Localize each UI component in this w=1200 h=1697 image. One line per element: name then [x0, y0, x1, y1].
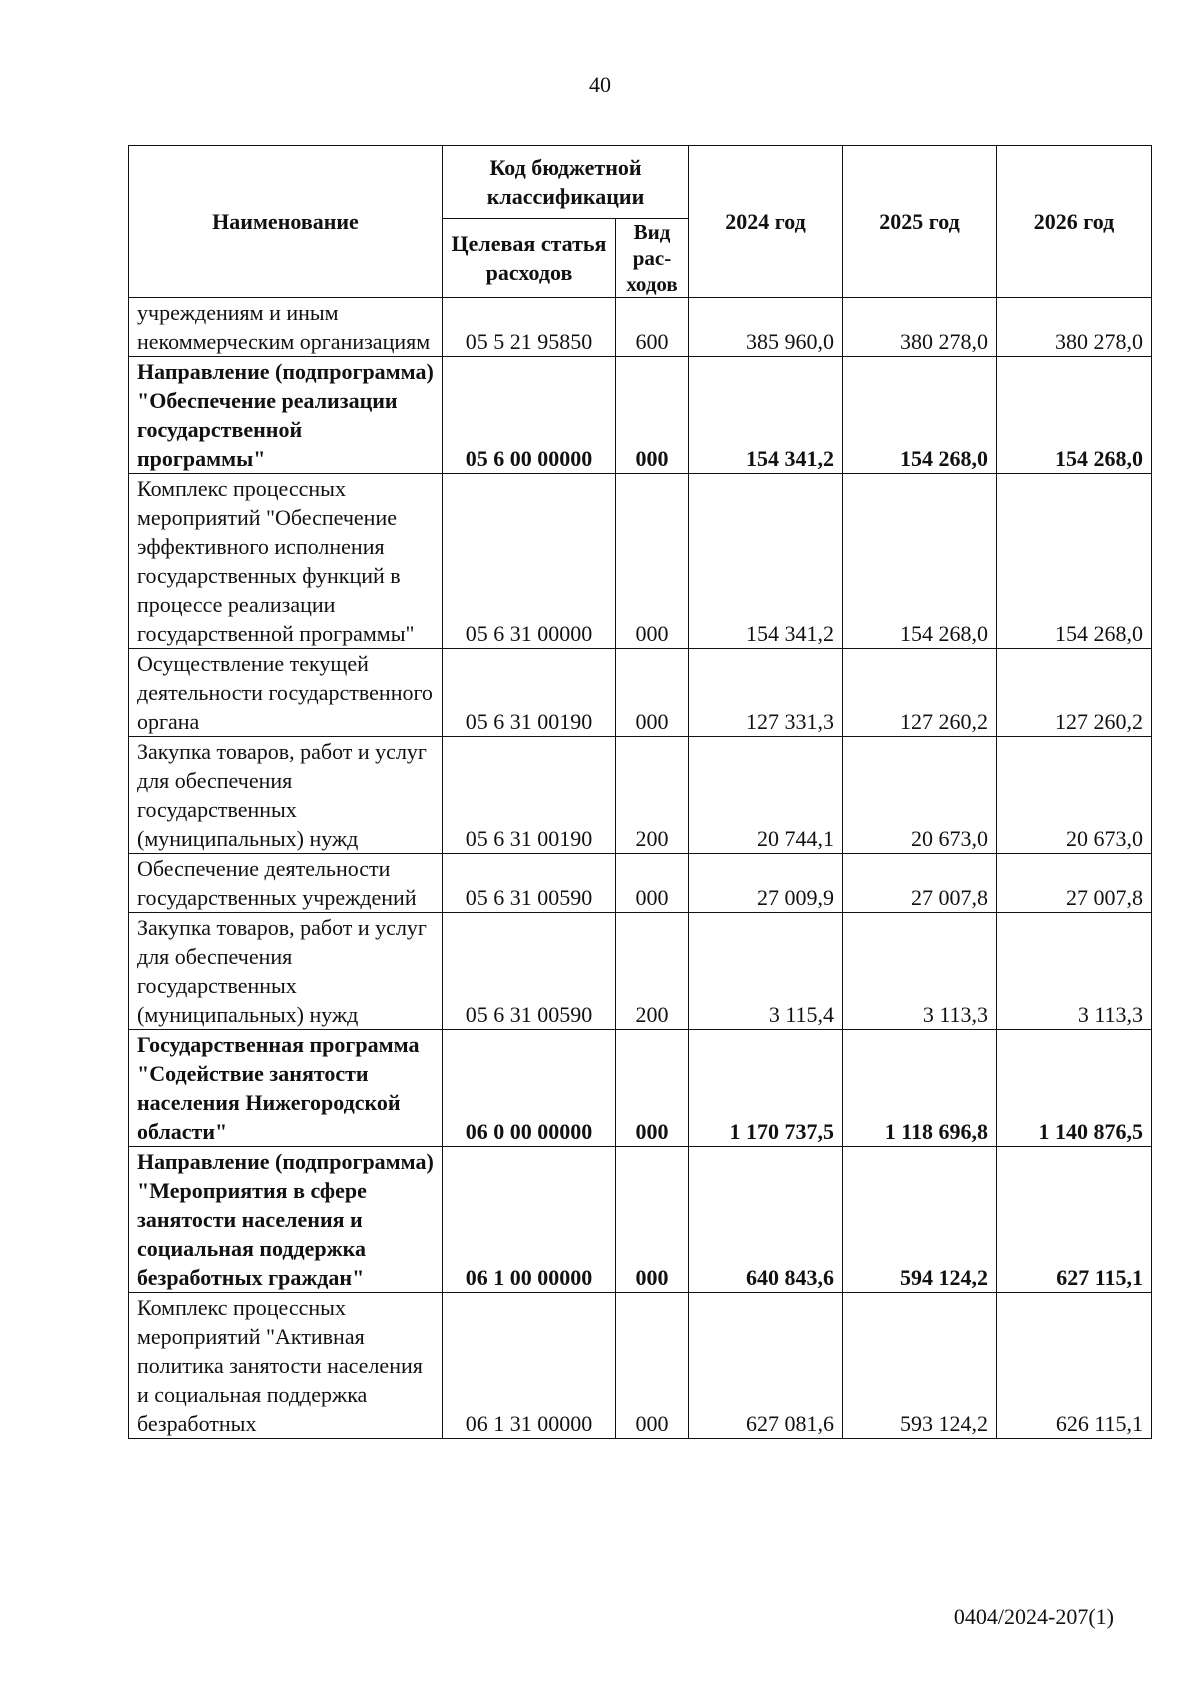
row-value-2026: 154 268,0 — [997, 357, 1152, 474]
row-name: Осуществление текущей деятельности государственного органа — [129, 649, 443, 737]
row-value-2025: 127 260,2 — [843, 649, 997, 737]
row-vid: 000 — [616, 649, 689, 737]
header-row-1 — [129, 146, 1152, 219]
header-2025: 2025 год — [843, 146, 997, 298]
table-row — [129, 854, 1152, 913]
row-vid: 000 — [616, 1030, 689, 1147]
row-name: Обеспечение деятельности государственных учреждений — [129, 854, 443, 913]
row-name: Комплекс процессных мероприятий "Активная политика занятости населения и социальная поддержка безработных — [129, 1293, 443, 1439]
row-target-code: 06 1 00 00000 — [443, 1147, 616, 1293]
row-target-code: 05 6 31 00590 — [443, 913, 616, 1030]
row-vid: 000 — [616, 1147, 689, 1293]
row-vid: 000 — [616, 1293, 689, 1439]
row-value-2024: 3 115,4 — [689, 913, 843, 1030]
table-body — [129, 298, 1152, 1439]
row-value-2026: 1 140 876,5 — [997, 1030, 1152, 1147]
table-row — [129, 649, 1152, 737]
row-vid: 000 — [616, 854, 689, 913]
table-row — [129, 737, 1152, 854]
row-value-2024: 127 331,3 — [689, 649, 843, 737]
header-target: Целевая статья расходов — [443, 219, 616, 298]
row-value-2024: 627 081,6 — [689, 1293, 843, 1439]
table-row — [129, 1030, 1152, 1147]
row-value-2026: 127 260,2 — [997, 649, 1152, 737]
row-target-code: 05 6 31 00190 — [443, 649, 616, 737]
page-number: 40 — [589, 72, 611, 97]
row-value-2025: 27 007,8 — [843, 854, 997, 913]
header-2024: 2024 год — [689, 146, 843, 298]
row-vid: 600 — [616, 298, 689, 357]
row-target-code: 05 6 00 00000 — [443, 357, 616, 474]
row-value-2024: 20 744,1 — [689, 737, 843, 854]
row-value-2026: 27 007,8 — [997, 854, 1152, 913]
row-value-2025: 1 118 696,8 — [843, 1030, 997, 1147]
row-target-code: 05 5 21 95850 — [443, 298, 616, 357]
row-vid: 200 — [616, 913, 689, 1030]
row-value-2024: 154 341,2 — [689, 357, 843, 474]
row-name: Закупка товаров, работ и услуг для обеспечения государственных (муниципальных) нужд — [129, 737, 443, 854]
row-name: Направление (подпрограмма) "Мероприятия в сфере занятости населения и социальная поддержка безработных граждан" — [129, 1147, 443, 1293]
row-value-2026: 20 673,0 — [997, 737, 1152, 854]
table-row — [129, 474, 1152, 649]
document-id: 0404/2024-207(1) — [953, 1604, 1114, 1629]
row-target-code: 05 6 31 00590 — [443, 854, 616, 913]
table-row — [129, 1293, 1152, 1439]
row-value-2024: 27 009,9 — [689, 854, 843, 913]
row-name: Комплекс процессных мероприятий "Обеспечение эффективного исполнения государственных функций в процессе реализации государственной программы" — [129, 474, 443, 649]
row-value-2025: 20 673,0 — [843, 737, 997, 854]
row-value-2025: 380 278,0 — [843, 298, 997, 357]
header-vid: Вид рас-ходов — [616, 219, 689, 298]
row-value-2026: 380 278,0 — [997, 298, 1152, 357]
row-target-code: 05 6 31 00000 — [443, 474, 616, 649]
table-row — [129, 298, 1152, 357]
header-name: Наименование — [129, 146, 443, 298]
row-value-2026: 3 113,3 — [997, 913, 1152, 1030]
row-target-code: 05 6 31 00190 — [443, 737, 616, 854]
row-value-2024: 154 341,2 — [689, 474, 843, 649]
row-value-2025: 594 124,2 — [843, 1147, 997, 1293]
row-value-2025: 593 124,2 — [843, 1293, 997, 1439]
budget-table — [128, 145, 1152, 1439]
row-value-2025: 154 268,0 — [843, 474, 997, 649]
row-value-2026: 627 115,1 — [997, 1147, 1152, 1293]
row-value-2024: 1 170 737,5 — [689, 1030, 843, 1147]
table-row — [129, 913, 1152, 1030]
row-vid: 000 — [616, 474, 689, 649]
row-value-2025: 3 113,3 — [843, 913, 997, 1030]
row-value-2024: 640 843,6 — [689, 1147, 843, 1293]
row-name: Направление (подпрограмма) "Обеспечение реализации государственной программы" — [129, 357, 443, 474]
row-vid: 000 — [616, 357, 689, 474]
table-row — [129, 357, 1152, 474]
row-name: учреждениям и иным некоммерческим организациям — [129, 298, 443, 357]
row-value-2026: 154 268,0 — [997, 474, 1152, 649]
row-target-code: 06 1 31 00000 — [443, 1293, 616, 1439]
row-value-2026: 626 115,1 — [997, 1293, 1152, 1439]
row-target-code: 06 0 00 00000 — [443, 1030, 616, 1147]
row-value-2025: 154 268,0 — [843, 357, 997, 474]
row-value-2024: 385 960,0 — [689, 298, 843, 357]
row-name: Закупка товаров, работ и услуг для обеспечения государственных (муниципальных) нужд — [129, 913, 443, 1030]
header-2026: 2026 год — [997, 146, 1152, 298]
table-row — [129, 1147, 1152, 1293]
header-code-group: Код бюджетной классификации — [443, 146, 689, 219]
row-name: Государственная программа "Содействие занятости населения Нижегородской области" — [129, 1030, 443, 1147]
row-vid: 200 — [616, 737, 689, 854]
